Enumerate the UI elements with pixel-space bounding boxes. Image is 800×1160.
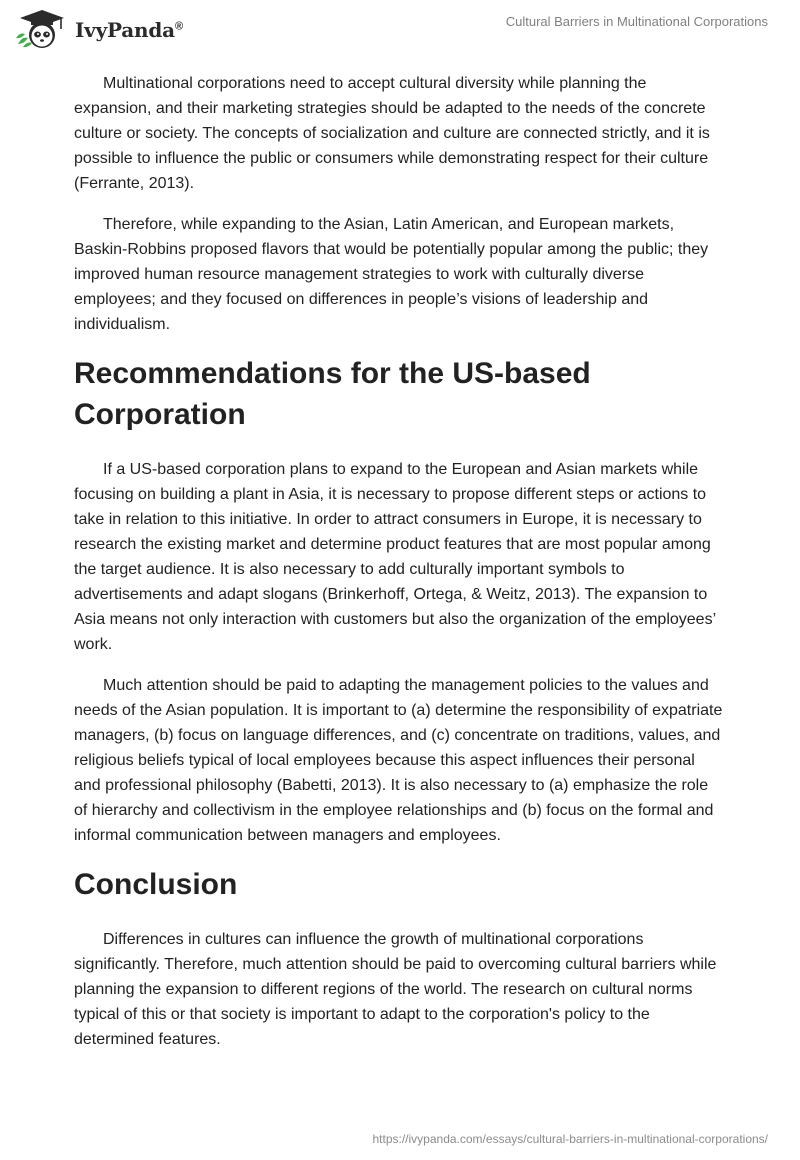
source-url[interactable]: https://ivypanda.com/essays/cultural-barriers-in-multinational-corporations/ <box>372 1132 768 1146</box>
paragraph: Differences in cultures can influence the growth of multinational corporations significantly. Therefore, much attention should be paid to overcoming cultural barriers while planning the expansion to different regions of the world. The research on cultural norms typical of this or that society is important to adapt to the corporation's policy to the determined features. <box>74 931 717 1048</box>
panda-graduate-icon <box>14 8 70 50</box>
logo[interactable] <box>14 8 183 50</box>
section-heading-conclusion: Conclusion <box>74 868 238 901</box>
section-heading-recommendations: Recommendations for the US-based Corporation <box>74 357 591 431</box>
essay-content <box>74 71 724 1068</box>
logo-wordmark: IvyPanda® <box>75 18 183 42</box>
paragraph: If a US-based corporation plans to expand to the European and Asian markets while focusing on building a plant in Asia, it is necessary to propose different steps or actions to take in relation to this initiative. In order to attract consumers in Europe, it is necessary to research the existing market and determine product features that are most popular among the target audience. It is also necessary to add culturally important symbols to advertisements and adapt slogans (Brinkerhoff, Ortega, & Weitz, 2013). The expansion to Asia means not only interaction with customers but also the organization of the employees’ work. <box>74 461 716 653</box>
paragraph: Much attention should be paid to adapting the management policies to the values and needs of the Asian population. It is important to (a) determine the responsibility of expatriate managers, (b) focus on language differences, and (c) concentrate on traditions, values, and religious beliefs typical of local employees because this aspect influences their personal and professional philosophy (Babetti, 2013). It is also necessary to (a) emphasize the role of hierarchy and collectivism in the employee relationships and (b) focus on the formal and informal communication between managers and employees. <box>74 677 723 844</box>
document-title: Cultural Barriers in Multinational Corporations <box>505 14 768 29</box>
paragraph: Multinational corporations need to accept cultural diversity while planning the expansion, and their marketing strategies should be adapted to the needs of the concrete culture or society. The concepts of socialization and culture are connected strictly, and it is possible to influence the public or consumers while demonstrating respect for their culture (Ferrante, 2013). <box>74 75 710 192</box>
paragraph: Therefore, while expanding to the Asian, Latin American, and European markets, Baskin-Robbins proposed flavors that would be potentially popular among the public; they improved human resource management strategies to work with culturally diverse employees; and they focused on differences in people’s visions of leadership and individualism. <box>74 216 709 333</box>
